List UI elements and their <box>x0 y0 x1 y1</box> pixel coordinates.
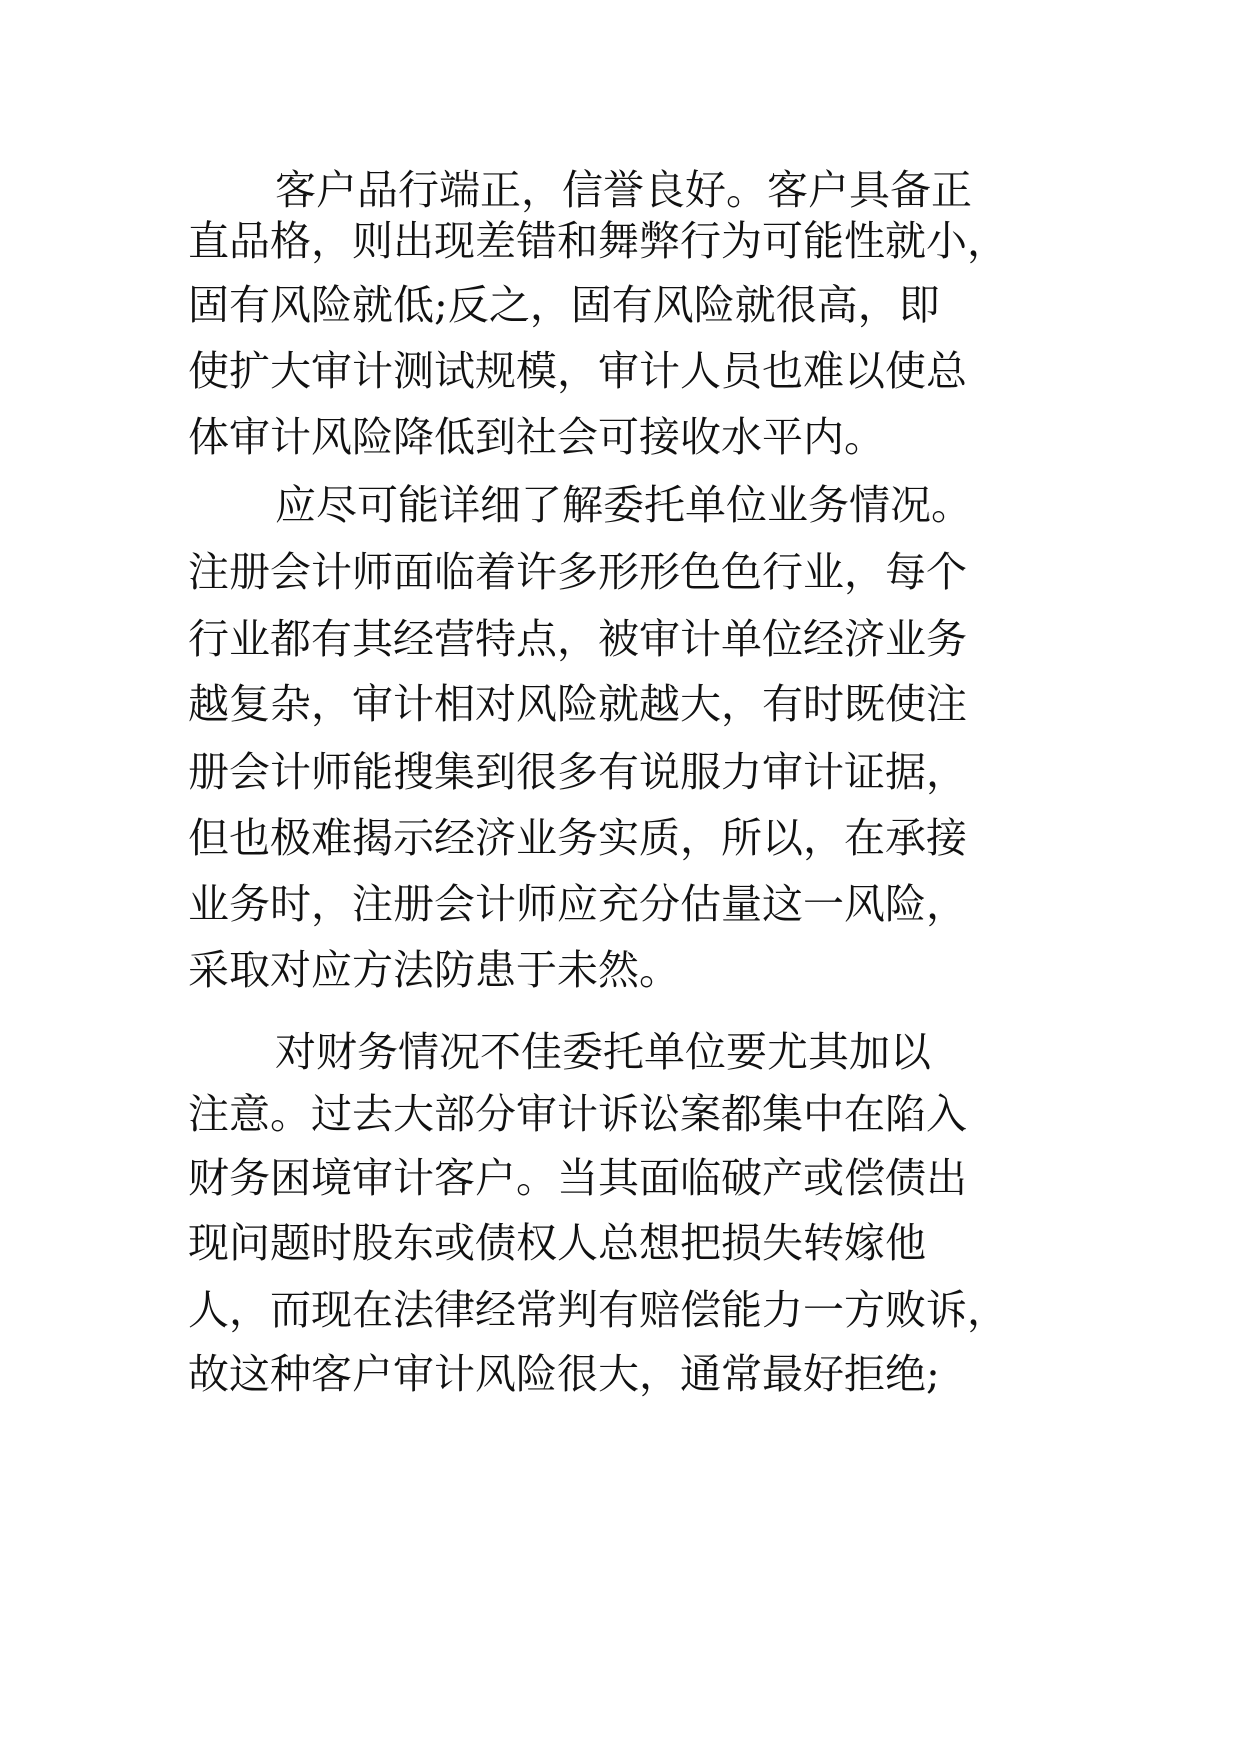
paragraph-1-line-4: 使扩大审计测试规模，审计人员也难以使总 <box>188 347 967 395</box>
paragraph-3-line-4: 现问题时股东或债权人总想把损失转嫁他 <box>188 1219 926 1267</box>
paragraph-1-line-1: 客户品行端正，信誉良好。客户具备正 <box>275 166 972 214</box>
paragraph-2-line-3: 行业都有其经营特点，被审计单位经济业务 <box>188 615 967 663</box>
paragraph-2-line-2: 注册会计师面临着许多形形色色行业，每个 <box>188 548 967 596</box>
paragraph-1-line-3: 固有风险就低;反之，固有风险就很高，即 <box>188 281 940 329</box>
paragraph-3-line-2: 注意。过去大部分审计诉讼案都集中在陷入 <box>188 1090 967 1138</box>
paragraph-3-line-5: 人，而现在法律经常判有赔偿能力一方败诉， <box>188 1286 1008 1334</box>
paragraph-1-line-2: 直品格，则出现差错和舞弊行为可能性就小， <box>188 217 1008 265</box>
paragraph-3-line-3: 财务困境审计客户。当其面临破产或偿债出 <box>188 1154 967 1202</box>
paragraph-2-line-8: 采取对应方法防患于未然。 <box>188 946 680 994</box>
paragraph-2-line-4: 越复杂，审计相对风险就越大，有时既使注 <box>188 680 967 728</box>
paragraph-2-line-6: 但也极难揭示经济业务实质，所以，在承接 <box>188 814 967 862</box>
paragraph-2-line-7: 业务时，注册会计师应充分估量这一风险， <box>188 880 967 928</box>
paragraph-2-line-5: 册会计师能搜集到很多有说服力审计证据， <box>188 748 967 796</box>
paragraph-2-line-1: 应尽可能详细了解委托单位业务情况。 <box>275 481 972 529</box>
paragraph-3-line-1: 对财务情况不佳委托单位要尤其加以 <box>275 1028 931 1076</box>
paragraph-3-line-6: 故这种客户审计风险很大，通常最好拒绝; <box>188 1350 940 1398</box>
paragraph-1-line-5: 体审计风险降低到社会可接收水平内。 <box>188 413 885 461</box>
